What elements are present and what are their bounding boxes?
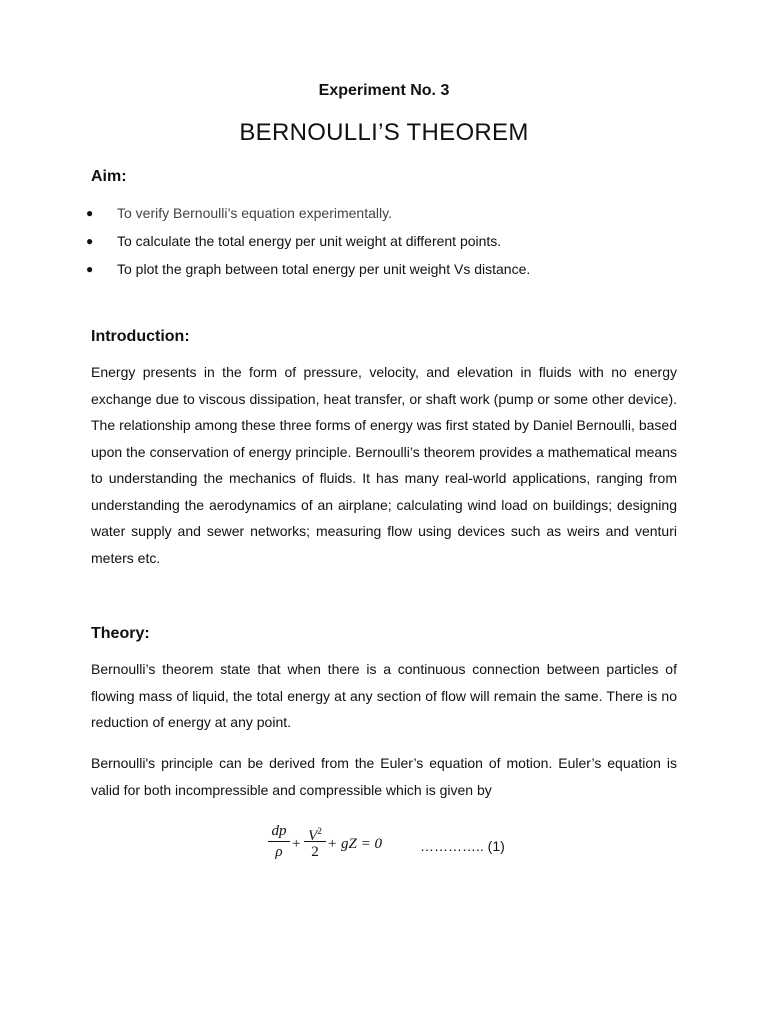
experiment-number: Experiment No. 3 bbox=[318, 82, 450, 99]
theory-paragraph-1: Bernoulli’s theorem state that when there is a continuous connection between particles of flowing mass of liquid, the total energy at any section of flow will remain the same. There is no reduction of energy at any point. bbox=[91, 661, 677, 730]
aim-item-text: To verify Bernoulli’s equation experimentally. bbox=[117, 205, 392, 221]
equation-reference: ………….. (1) bbox=[420, 838, 505, 854]
bullet-icon: ● bbox=[86, 262, 94, 276]
fraction-denominator: 2 bbox=[311, 844, 319, 860]
bullet-icon: ● bbox=[86, 206, 94, 220]
plus-sign: + bbox=[292, 836, 301, 852]
aim-item-text: To plot the graph between total energy per unit weight Vs distance. bbox=[117, 261, 531, 277]
bullet-icon: ● bbox=[86, 234, 94, 248]
theory-heading: Theory: bbox=[91, 625, 150, 642]
exponent: 2 bbox=[317, 826, 322, 836]
gz-term: gZ = 0 bbox=[341, 836, 382, 852]
page-title: BERNOULLI’S THEOREM bbox=[239, 119, 529, 146]
theory-paragraph-2: Bernoulli's principle can be derived from the Euler’s equation of motion. Euler’s equation is valid for both incompressible and compressible which is given by bbox=[91, 755, 677, 798]
aim-heading: Aim: bbox=[91, 168, 127, 185]
fraction-numerator bbox=[304, 822, 326, 844]
fraction-v2-2 bbox=[304, 822, 326, 861]
aim-item-text: To calculate the total energy per unit weight at different points. bbox=[117, 233, 502, 249]
fraction-dp-rho bbox=[268, 822, 290, 861]
fraction-bar bbox=[268, 841, 290, 842]
fraction-denominator: ρ bbox=[275, 844, 283, 860]
plus-sign: + bbox=[328, 836, 337, 852]
velocity-symbol: V bbox=[308, 828, 318, 844]
introduction-heading: Introduction: bbox=[91, 328, 190, 345]
fraction-numerator: dp bbox=[271, 823, 287, 839]
introduction-paragraph: Energy presents in the form of pressure, velocity, and elevation in fluids with no energy exchange due to viscous dissipation, heat transfer, or shaft work (pump or some other device). The relationship among these three forms of energy was first stated by Daniel Bernoulli, based upon the conservation of energy principle. Bernoulli’s theorem provides a mathematical means to understanding the mechanics of fluids. It has many real-world applications, ranging from understanding the aerodynamics of an airplane; calculating wind load on buildings; designing water supply and sewer networks; measuring flow using devices such as weirs and venturi meters etc. bbox=[91, 364, 677, 566]
